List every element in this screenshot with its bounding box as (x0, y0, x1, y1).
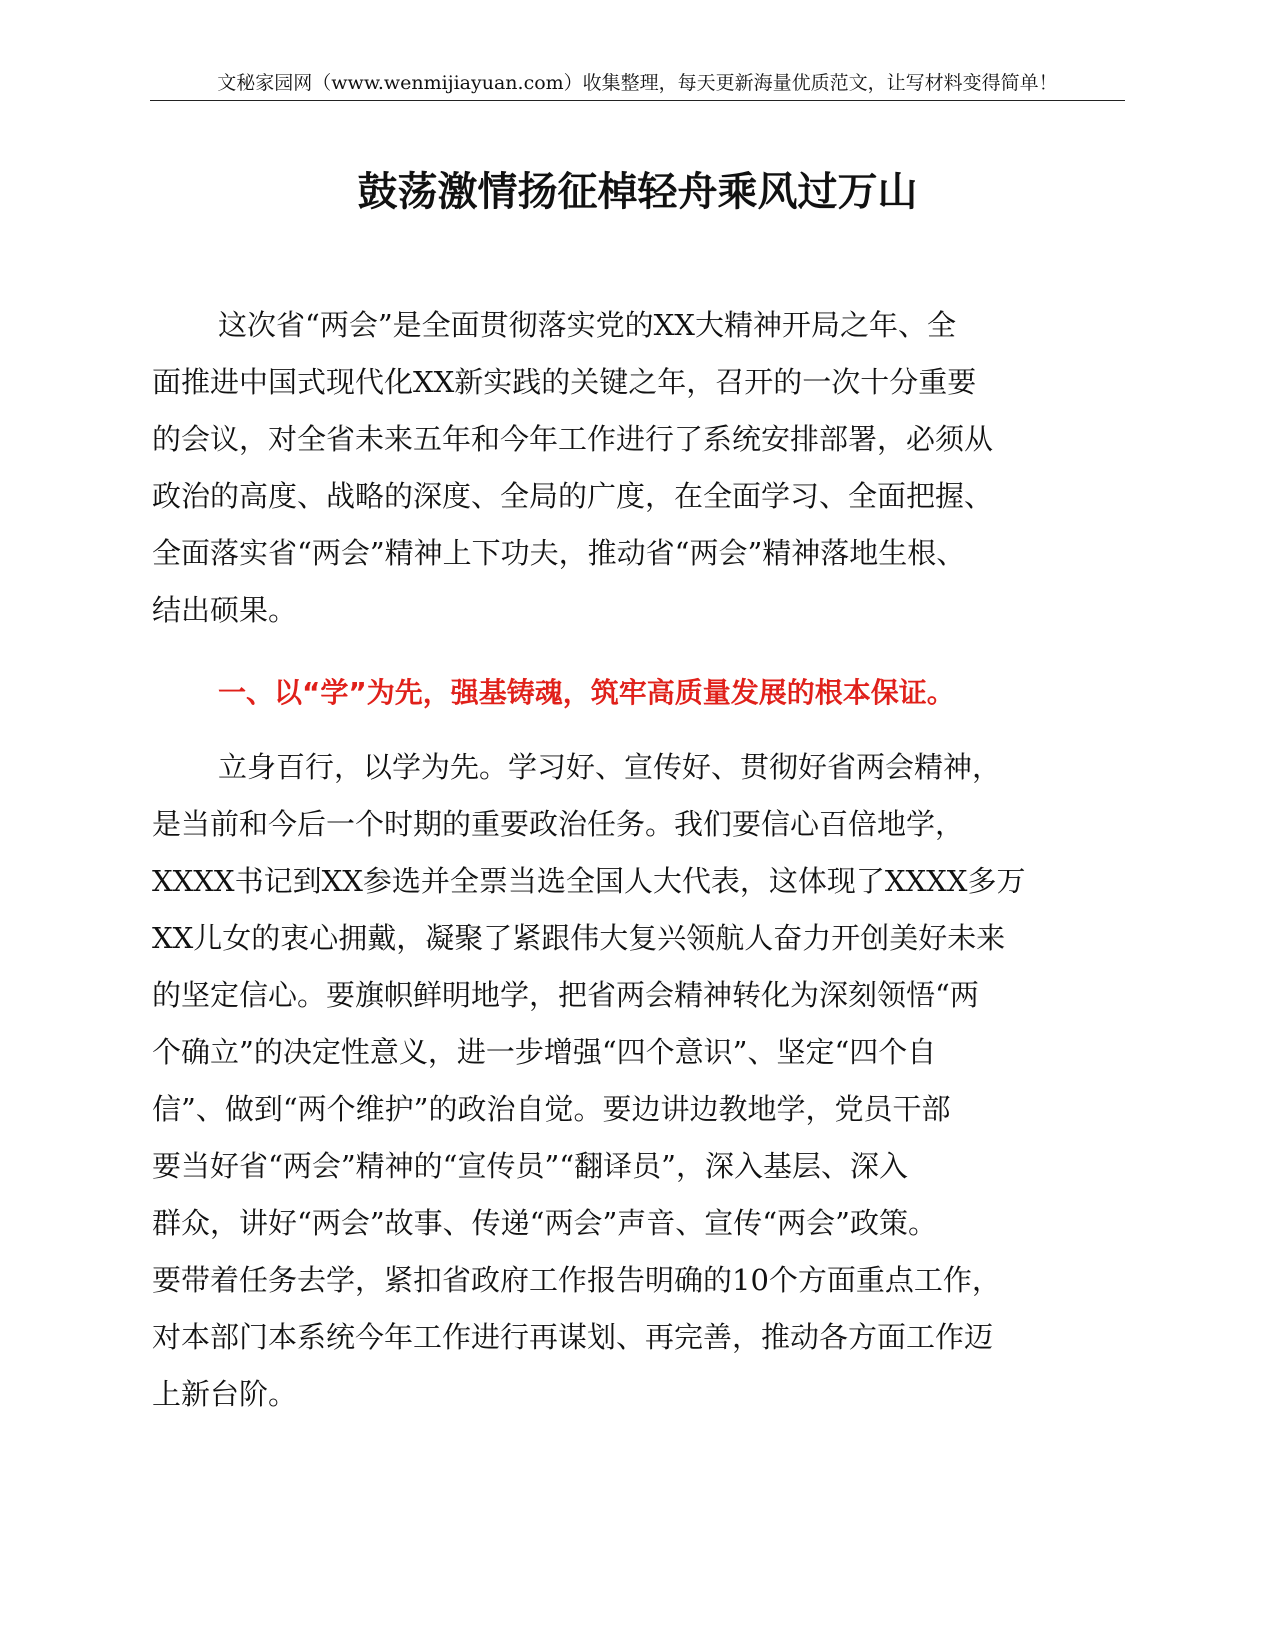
paragraph-section1 (152, 739, 1122, 1423)
paragraph-line: XXXX书记到XX参选并全票当选全国人大代表，这体现了XXXX多万 (152, 864, 1026, 898)
paragraph-line: 的坚定信心。要旗帜鲜明地学，把省两会精神转化为深刻领悟“两 (152, 978, 979, 1012)
paragraph-line: 面推进中国式现代化XX新实践的关键之年，召开的一次十分重要 (152, 365, 977, 399)
paragraph-line: 群众，讲好“两会”故事、传递“两会”声音、宣传“两会”政策。 (152, 1206, 937, 1240)
paragraph-line: 立身百行，以学为先。学习好、宣传好、贯彻好省两会精神， (218, 750, 1002, 784)
paragraph-line: 上新台阶。 (152, 1377, 298, 1411)
paragraph-line: 的会议，对全省未来五年和今年工作进行了系统安排部署，必须从 (152, 422, 994, 456)
paragraph-line: 是当前和今后一个时期的重要政治任务。我们要信心百倍地学， (152, 807, 965, 841)
paragraph-line: XX儿女的衷心拥戴，凝聚了紧跟伟大复兴领航人奋力开创美好未来 (152, 921, 1006, 955)
paragraph-line: 政治的高度、战略的深度、全局的广度，在全面学习、全面把握、 (152, 479, 994, 513)
paragraph-line: 全面落实省“两会”精神上下功夫，推动省“两会”精神落地生根、 (152, 536, 966, 570)
document-title: 鼓荡激情扬征棹轻舟乘风过万山 (357, 169, 918, 215)
paragraph-intro (152, 297, 1122, 639)
page-header: 文秘家园网（www.wenmijiayuan.com）收集整理，每天更新海量优质范文，让写材料变得简单！ (150, 70, 1125, 101)
paragraph-line: 要当好省“两会”精神的“宣传员”“翻译员”，深入基层、深入 (152, 1149, 908, 1183)
paragraph-line: 信”、做到“两个维护”的政治自觉。要边讲边教地学，党员干部 (152, 1092, 951, 1126)
section-heading: 一、以“学”为先，强基铸魂，筑牢高质量发展的根本保证。 (218, 676, 955, 709)
paragraph-line: 对本部门本系统今年工作进行再谋划、再完善，推动各方面工作迈 (152, 1320, 994, 1354)
paragraph-line: 这次省“两会”是全面贯彻落实党的XX大精神开局之年、全 (218, 308, 956, 342)
paragraph-line: 结出硕果。 (152, 593, 298, 627)
paragraph-line: 要带着任务去学，紧扣省政府工作报告明确的10个方面重点工作， (152, 1263, 1001, 1297)
paragraph-line: 个确立”的决定性意义，进一步增强“四个意识”、坚定“四个自 (152, 1035, 937, 1069)
